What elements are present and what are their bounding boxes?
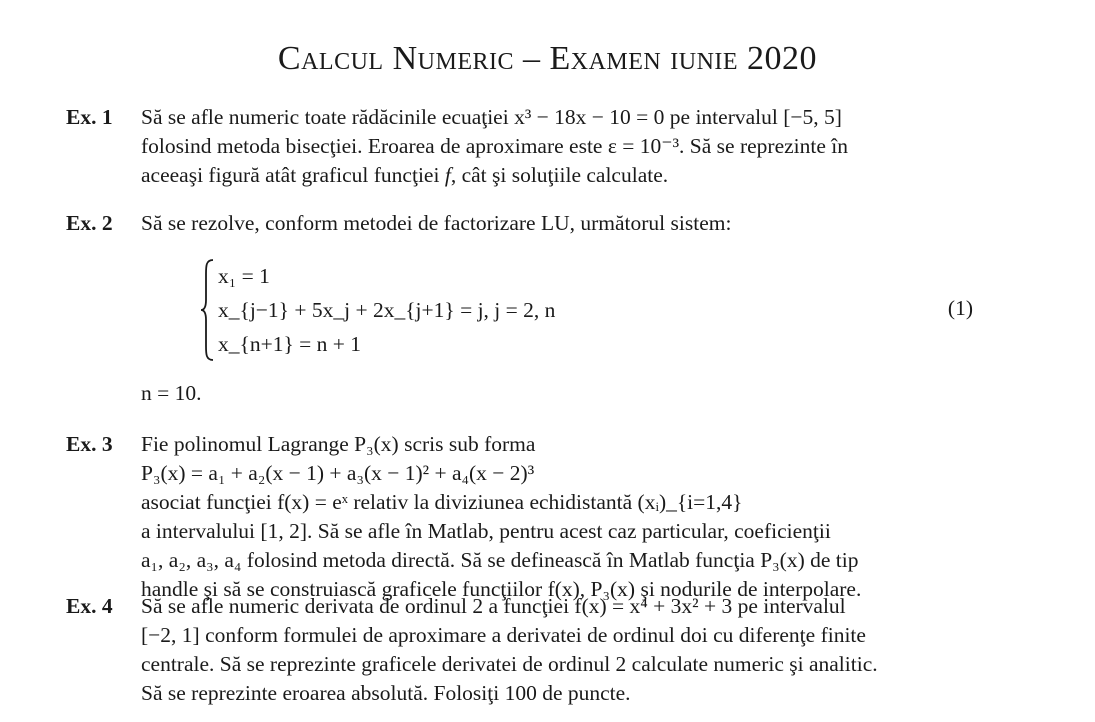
equation-number: (1) [947,296,973,320]
exercise-2 [66,209,974,238]
ex3-functions: f(x), P₃(x) [547,577,636,601]
exercise-label: Ex. 1 [66,105,113,129]
ex1-epsilon: ε = 10⁻³ [607,134,680,158]
ex4-text: Să se reprezinte eroarea absolută. Folosiţi 100 de puncte. [141,681,631,705]
exercise-1 [66,103,974,190]
ex1-equation: x³ − 18x − 10 = 0 [514,105,665,129]
ex3-text: handle şi să se construiască graficele funcţiilor [141,577,548,601]
n-value: n = 10. [141,381,202,405]
ex3-interval: [1, 2] [260,519,307,543]
system-row-2: x_{j−1} + 5x_j + 2x_{j+1} = j, j = 2, n [218,298,556,322]
ex4-interval: [−2, 1] [141,623,200,647]
ex4-text: pe intervalul [732,594,846,618]
system-row-1: x₁ = 1 [218,264,270,288]
ex3-text: de tip [804,548,859,572]
ex4-text: Să se afle numeric derivata de ordinul 2 a funcţiei [141,594,575,618]
ex1-interval: [−5, 5] [783,105,842,129]
ex3-p3: P₃(x) [354,432,399,456]
ex3-text: asociat funcţiei [141,490,278,514]
ex3-text: scris sub forma [398,432,536,456]
ex4-text: conform formulei de aproximare a derivatei de ordinul doi cu diferenţe finite [199,623,866,647]
ex1-text: aceeaşi figură atât graficul funcţiei [141,163,445,187]
exercise-3 [66,430,974,604]
ex1-text: Să se afle numeric toate rădăcinile ecuaţiei [141,105,515,129]
left-brace [200,258,216,362]
ex3-coefficients: a₁, a₂, a₃, a₄ [141,548,242,572]
ex3-text: relativ la diviziunea echidistantă [347,490,638,514]
ex1-text: pe intervalul [664,105,784,129]
ex3-p3: P₃(x) [760,548,805,572]
ex3-text: şi nodurile de interpolare. [635,577,862,601]
equation-system [200,258,975,366]
ex4-text: centrale. Să se reprezinte graficele derivatei de ordinul 2 calculate numeric şi analitic. [141,652,878,676]
ex2-text: Să se rezolve, conform metodei de factorizare LU, următorul sistem: [141,211,732,235]
system-row-3: x_{n+1} = n + 1 [218,332,362,356]
ex3-fx: f(x) = eˣ [277,490,348,514]
ex1-text: folosind metoda bisecţiei. Eroarea de aproximare este [141,134,608,158]
ex3-text: . Să se afle în Matlab, pentru acest caz particular, coeficienţii [306,519,831,543]
ex1-function: f [444,163,451,187]
exercise-4 [66,592,974,708]
exercise-label: Ex. 4 [66,594,113,618]
page-title: Calcul Numeric – Examen iunie 2020 [277,40,818,77]
ex4-fx: f(x) = x⁴ + 3x² + 3 [574,594,733,618]
ex1-text: , cât şi soluţiile calculate. [450,163,669,187]
ex1-text: . Să se reprezinte în [679,134,848,158]
exercise-label: Ex. 3 [66,432,113,456]
ex3-text: Fie polinomul Lagrange [141,432,355,456]
ex3-division: (xᵢ)_{i=1,4} [637,490,743,514]
ex3-text: folosind metoda directă. Să se definească în Matlab funcţia [241,548,761,572]
ex3-text: a intervalului [141,519,261,543]
ex3-form: P₃(x) = a₁ + a₂(x − 1) + a₃(x − 1)² + a₄(x − 2)³ [141,461,535,485]
exercise-label: Ex. 2 [66,211,113,235]
